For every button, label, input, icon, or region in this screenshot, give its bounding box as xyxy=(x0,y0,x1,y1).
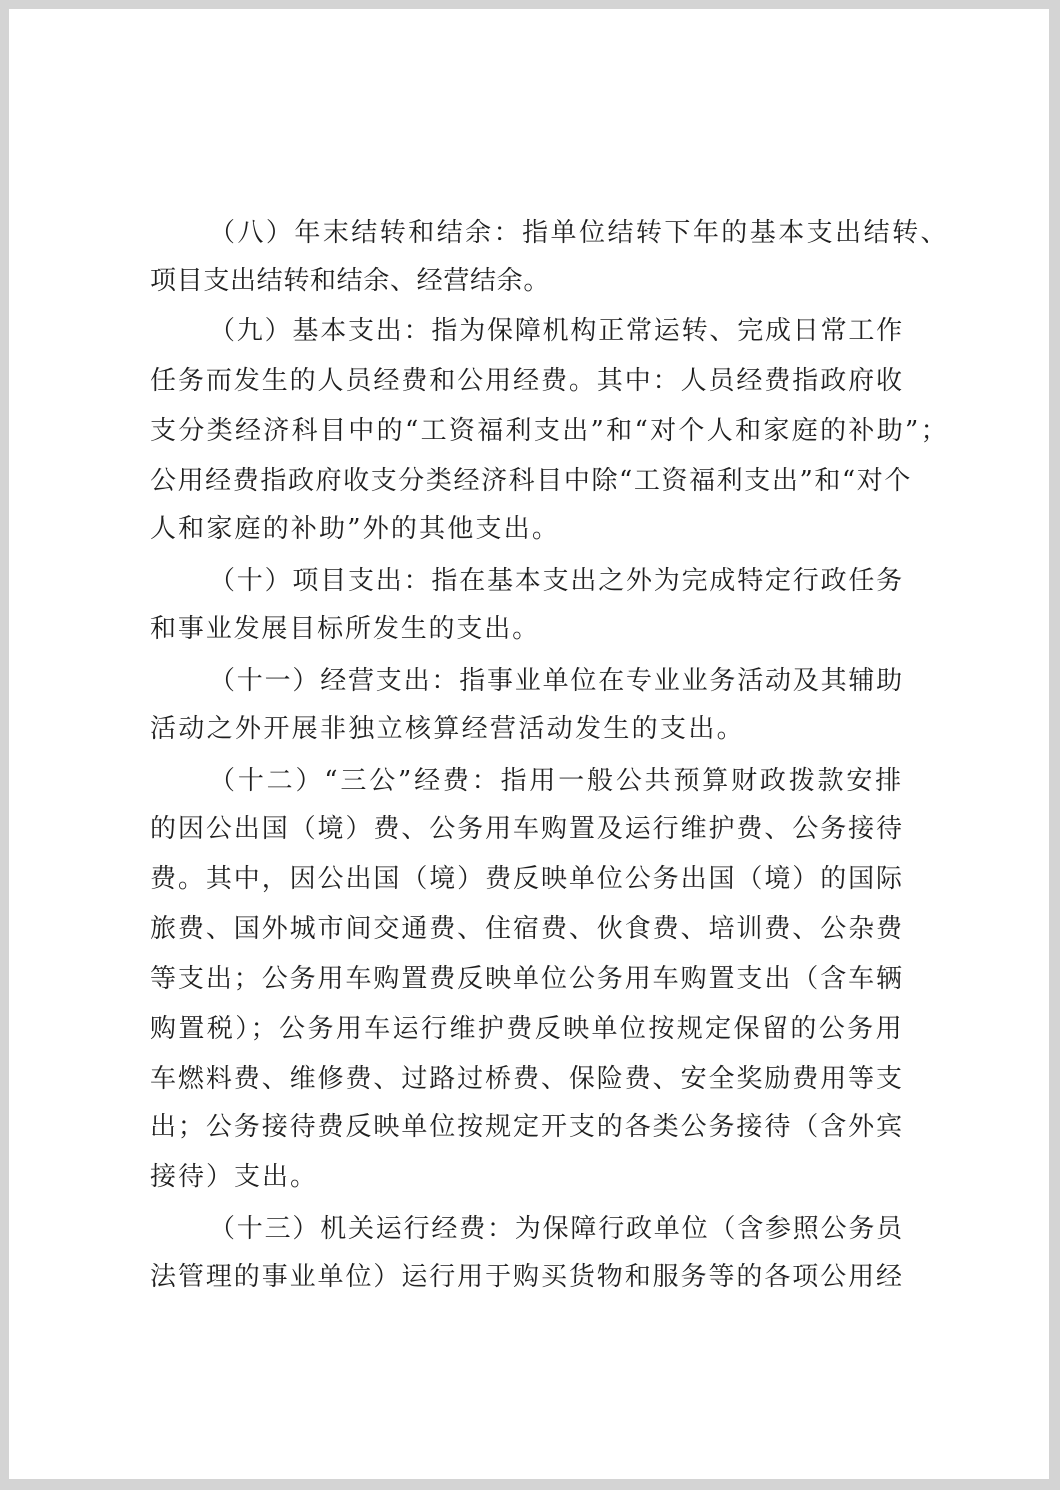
text-line: 支分类经济科目中的“工资福利支出”和“对个人和家庭的补助”； xyxy=(150,416,949,446)
text-line: 费。其中，因公出国（境）费反映单位公务出国（境）的国际 xyxy=(150,864,904,894)
text-line: 车燃料费、维修费、过路过桥费、保险费、安全奖励费用等支 xyxy=(150,1064,904,1094)
text-line: 法管理的事业单位）运行用于购买货物和服务等的各项公用经 xyxy=(150,1262,904,1292)
text-line: （十三）机关运行经费：为保障行政单位（含参照公务员 xyxy=(209,1214,904,1244)
text-line: （十）项目支出：指在基本支出之外为完成特定行政任务 xyxy=(209,566,904,596)
text-line: （八）年末结转和结余：指单位结转下年的基本支出结转、 xyxy=(209,218,949,248)
text-line: 旅费、国外城市间交通费、住宿费、伙食费、培训费、公杂费 xyxy=(150,914,904,944)
document-page xyxy=(9,9,1049,1479)
text-line: 购置税）；公务用车运行维护费反映单位按规定保留的公务用 xyxy=(150,1014,904,1044)
text-line: 的因公出国（境）费、公务用车购置及运行维护费、公务接待 xyxy=(150,814,904,844)
text-line: （九）基本支出：指为保障机构正常运转、完成日常工作 xyxy=(209,316,904,346)
text-line: 项目支出结转和结余、经营结余。 xyxy=(150,266,550,296)
text-line: 任务而发生的人员经费和公用经费。其中：人员经费指政府收 xyxy=(150,366,904,396)
text-line: 活动之外开展非独立核算经营活动发生的支出。 xyxy=(150,714,745,744)
text-line: （十二）“三公”经费：指用一般公共预算财政拨款安排 xyxy=(209,766,904,796)
text-line: 接待）支出。 xyxy=(150,1162,318,1192)
text-line: 人和家庭的补助”外的其他支出。 xyxy=(150,514,560,544)
text-line: 出；公务接待费反映单位按规定开支的各类公务接待（含外宾 xyxy=(150,1112,904,1142)
text-line: 等支出；公务用车购置费反映单位公务用车购置支出（含车辆 xyxy=(150,964,904,994)
text-line: （十一）经营支出：指事业单位在专业业务活动及其辅助 xyxy=(209,666,904,696)
text-line: 公用经费指政府收支分类经济科目中除“工资福利支出”和“对个 xyxy=(150,466,912,496)
text-line: 和事业发展目标所发生的支出。 xyxy=(150,614,540,644)
